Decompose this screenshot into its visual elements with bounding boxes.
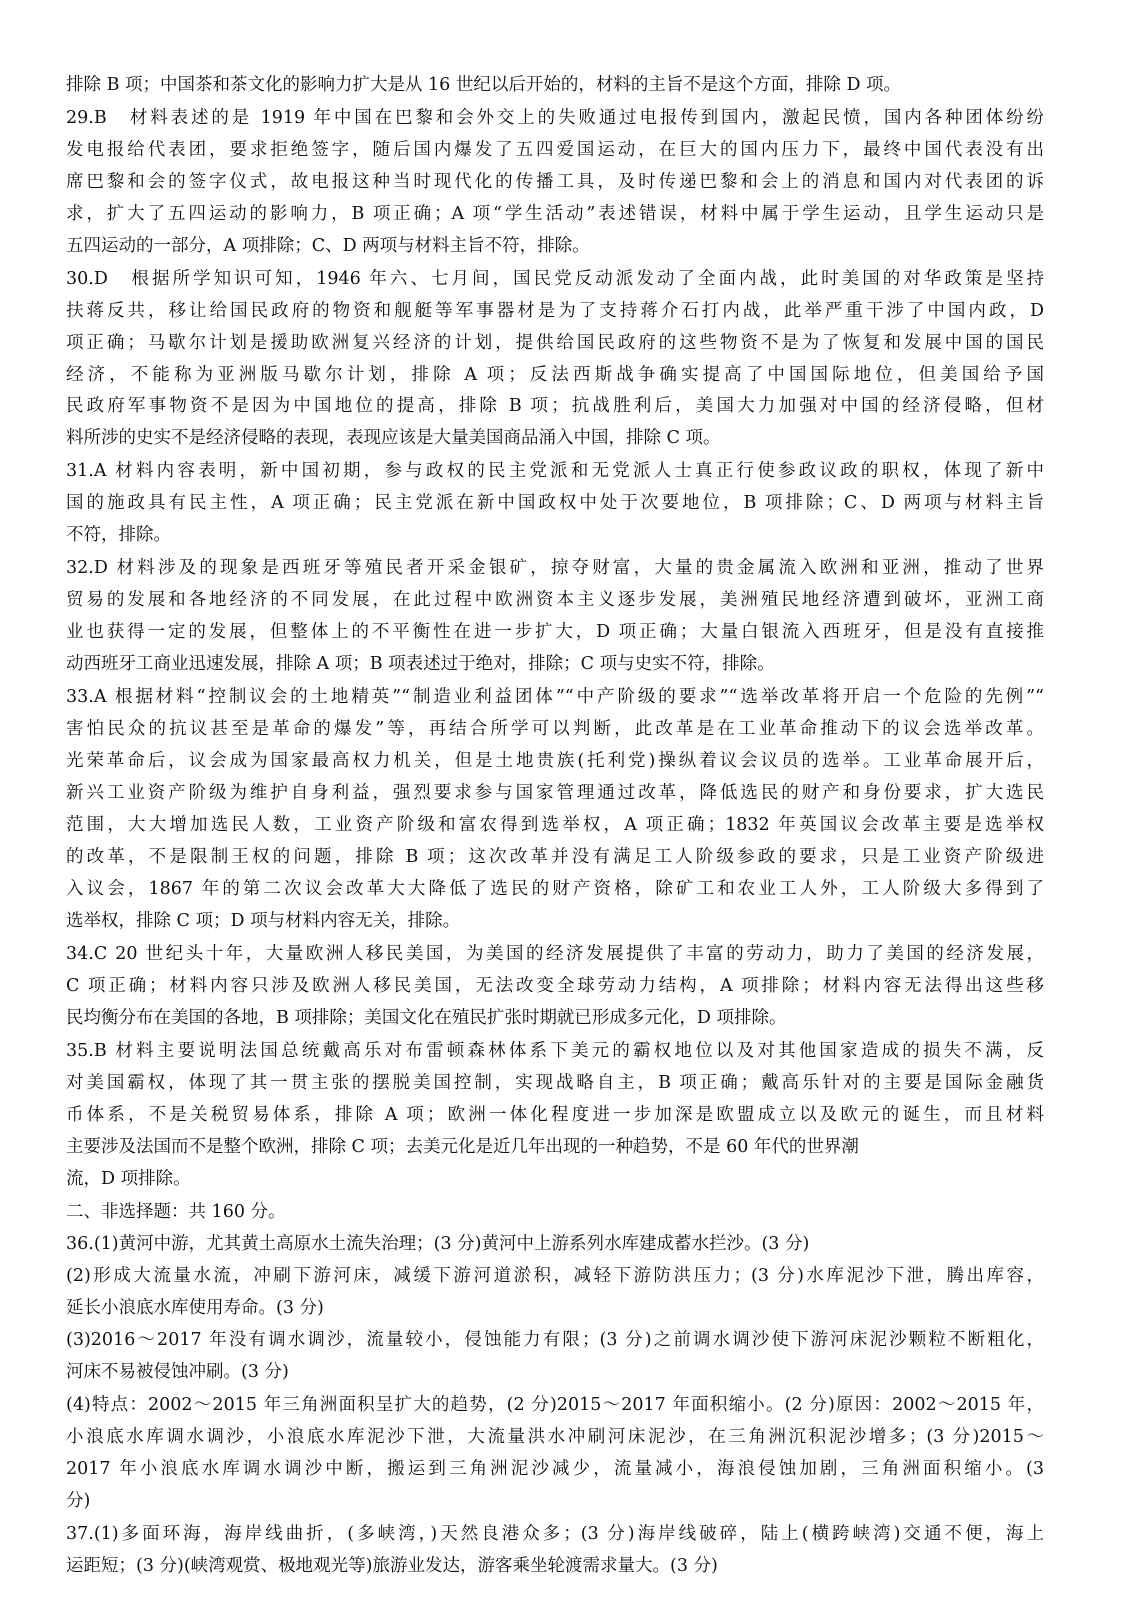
- text-line: 主要涉及法国而不是整个欧洲，排除 C 项；去美元化是近几年出现的一种趋势，不是 60 年代的世界潮: [66, 1137, 859, 1157]
- text-line: 光荣革命后，议会成为国家最高权力机关，但是土地贵族(托利党)操纵着议会议员的选举。工业革命展开后，: [66, 751, 1044, 771]
- text-line: 的改革，不是限制王权的问题，排除 B 项；这次改革并没有满足工人阶级参政的要求，只是工业资产阶级进: [66, 847, 1044, 867]
- text-line: 项正确；马歇尔计划是援助欧洲复兴经济的计划，提供给国民政府的这些物资不是为了恢复和发展中国的国民: [66, 333, 1044, 353]
- text-line: 2017 年小浪底水库调水调沙中断，搬运到三角洲泥沙减少，流量减小，海浪侵蚀加剧，三角洲面积缩小。(3: [66, 1459, 1044, 1479]
- text-line: 排除 B 项；中国茶和茶文化的影响力扩大是从 16 世纪以后开始的，材料的主旨不是这个方面，排除 D 项。: [66, 75, 902, 95]
- text-line: 37.(1)多面环海，海岸线曲折，(多峡湾，)天然良港众多；(3 分)海岸线破碎，陆上(横跨峡湾)交通不便，海上: [66, 1524, 1044, 1544]
- text-line: 新兴工业资产阶级为维护自身利益，强烈要求参与国家管理通过改革，降低选民的财产和身份要求，扩大选民: [66, 783, 1044, 803]
- text-line: 35.B 材料主要说明法国总统戴高乐对布雷顿森林体系下美元的霸权地位以及对其他国家造成的损失不满，反: [66, 1041, 1044, 1061]
- text-line: 29.B 材料表述的是 1919 年中国在巴黎和会外交上的失败通过电报传到国内，激起民愤，国内各种团体纷纷: [66, 108, 1044, 128]
- text-line: 30.D 根据所学知识可知，1946 年六、七月间，国民党反动派发动了全面内战，此时美国的对华政策是坚持: [66, 269, 1044, 289]
- text-line: 料所涉的史实不是经济侵略的表现，表现应该是大量美国商品涌入中国，排除 C 项。: [66, 428, 721, 448]
- text-line: 延长小浪底水库使用寿命。(3 分): [66, 1298, 324, 1318]
- text-line: 34.C 20 世纪头十年，大量欧洲人移民美国，为美国的经济发展提供了丰富的劳动力，助力了美国的经济发展，: [66, 944, 1044, 964]
- text-line: 小浪底水库调水调沙，小浪底水库泥沙下泄，大流量洪水冲刷河床泥沙，在三角洲沉积泥沙增多；(3 分)2015～: [66, 1427, 1044, 1447]
- text-line: 五四运动的一部分，A 项排除；C、D 两项与材料主旨不符，排除。: [66, 236, 590, 256]
- text-line: 席巴黎和会的签字仪式，故电报这种当时现代化的传播工具，及时传递巴黎和会上的消息和国内对代表团的诉: [66, 172, 1044, 192]
- text-line: 33.A 根据材料“控制议会的土地精英”“制造业利益团体”“中产阶级的要求”“选举改革将开启一个危险的先例”“: [66, 687, 1044, 707]
- text-line: 范围，大大增加选民人数，工业资产阶级和富农得到选举权，A 项正确；1832 年英国议会改革主要是选举权: [66, 815, 1044, 835]
- text-line: 发电报给代表团，要求拒绝签字，随后国内爆发了五四爱国运动，在巨大的国内压力下，最终中国代表没有出: [66, 140, 1044, 160]
- text-line: 二、非选择题：共 160 分。: [66, 1202, 286, 1222]
- text-line: 对美国霸权，体现了其一贯主张的摆脱美国控制，实现战略自主，B 项正确；戴高乐针对的主要是国际金融货: [66, 1073, 1044, 1093]
- text-line: 36.(1)黄河中游，尤其黄土高原水土流失治理；(3 分)黄河中上游系列水库建成蓄水拦沙。(3 分): [66, 1234, 810, 1254]
- text-line: 选举权，排除 C 项；D 项与材料内容无关，排除。: [66, 911, 461, 931]
- text-line: 河床不易被侵蚀冲刷。(3 分): [66, 1362, 289, 1382]
- text-line: (2)形成大流量水流，冲刷下游河床，减缓下游河道淤积，减轻下游防洪压力；(3 分)水库泥沙下泄，腾出库容，: [66, 1266, 1044, 1286]
- text-line: 运距短；(3 分)(峡湾观赏、极地观光等)旅游业发达，游客乘坐轮渡需求量大。(3 分): [66, 1556, 718, 1576]
- text-line: 贸易的发展和各地经济的不同发展，在此过程中欧洲资本主义逐步发展，美洲殖民地经济遭到破坏，亚洲工商: [66, 590, 1044, 610]
- text-line: 国的施政具有民主性，A 项正确；民主党派在新中国政权中处于次要地位，B 项排除；C、D 两项与材料主旨: [66, 493, 1044, 513]
- text-line: 扶蒋反共，移让给国民政府的物资和舰艇等军事器材是为了支持蒋介石打内战，此举严重干涉了中国内政，D: [66, 301, 1044, 321]
- text-line: 民均衡分布在美国的各地，B 项排除；美国文化在殖民扩张时期就已形成多元化，D 项排除。: [66, 1008, 787, 1028]
- text-line: 31.A 材料内容表明，新中国初期，参与政权的民主党派和无党派人士真正行使参政议政的职权，体现了新中: [66, 461, 1044, 481]
- text-line: 不符，排除。: [66, 525, 171, 545]
- text-line: (4)特点：2002～2015 年三角洲面积呈扩大的趋势，(2 分)2015～2017 年面积缩小。(2 分)原因：2002～2015 年，: [66, 1395, 1044, 1415]
- text-line: C 项正确；材料内容只涉及欧洲人移民美国，无法改变全球劳动力结构，A 项排除；材料内容无法得出这些移: [66, 976, 1044, 996]
- text-line: 求，扩大了五四运动的影响力，B 项正确；A 项“学生活动”表述错误，材料中属于学生运动，且学生运动只是: [66, 204, 1044, 224]
- text-line: 业也获得一定的发展，但整体上的不平衡性在进一步扩大，D 项正确；大量白银流入西班牙，但是没有直接推: [66, 622, 1044, 642]
- text-line: 32.D 材料涉及的现象是西班牙等殖民者开采金银矿，掠夺财富，大量的贵金属流入欧洲和亚洲，推动了世界: [66, 558, 1044, 578]
- text-line: 分): [66, 1491, 91, 1511]
- text-line: 经济，不能称为亚洲版马歇尔计划，排除 A 项；反法西斯战争确实提高了中国国际地位，但美国给予国: [66, 365, 1044, 385]
- text-line: (3)2016～2017 年没有调水调沙，流量较小，侵蚀能力有限；(3 分)之前调水调沙使下游河床泥沙颗粒不断粗化，: [66, 1330, 1044, 1350]
- text-line: 动西班牙工商业迅速发展，排除 A 项；B 项表述过于绝对，排除；C 项与史实不符，排除。: [66, 654, 775, 674]
- text-line: 币体系，不是关税贸易体系，排除 A 项；欧洲一体化程度进一步加深是欧盟成立以及欧元的诞生，而且材料: [66, 1105, 1044, 1125]
- text-line: 流，D 项排除。: [66, 1169, 191, 1189]
- text-line: 害怕民众的抗议甚至是革命的爆发”等，再结合所学可以判断，此改革是在工业革命推动下的议会选举改革。: [66, 719, 1044, 739]
- text-line: 民政府军事物资不是因为中国地位的提高，排除 B 项；抗战胜利后，美国大力加强对中国的经济侵略，但材: [66, 396, 1044, 416]
- text-line: 入议会，1867 年的第二次议会改革大大降低了选民的财产资格，除矿工和农业工人外，工人阶级大多得到了: [66, 879, 1044, 899]
